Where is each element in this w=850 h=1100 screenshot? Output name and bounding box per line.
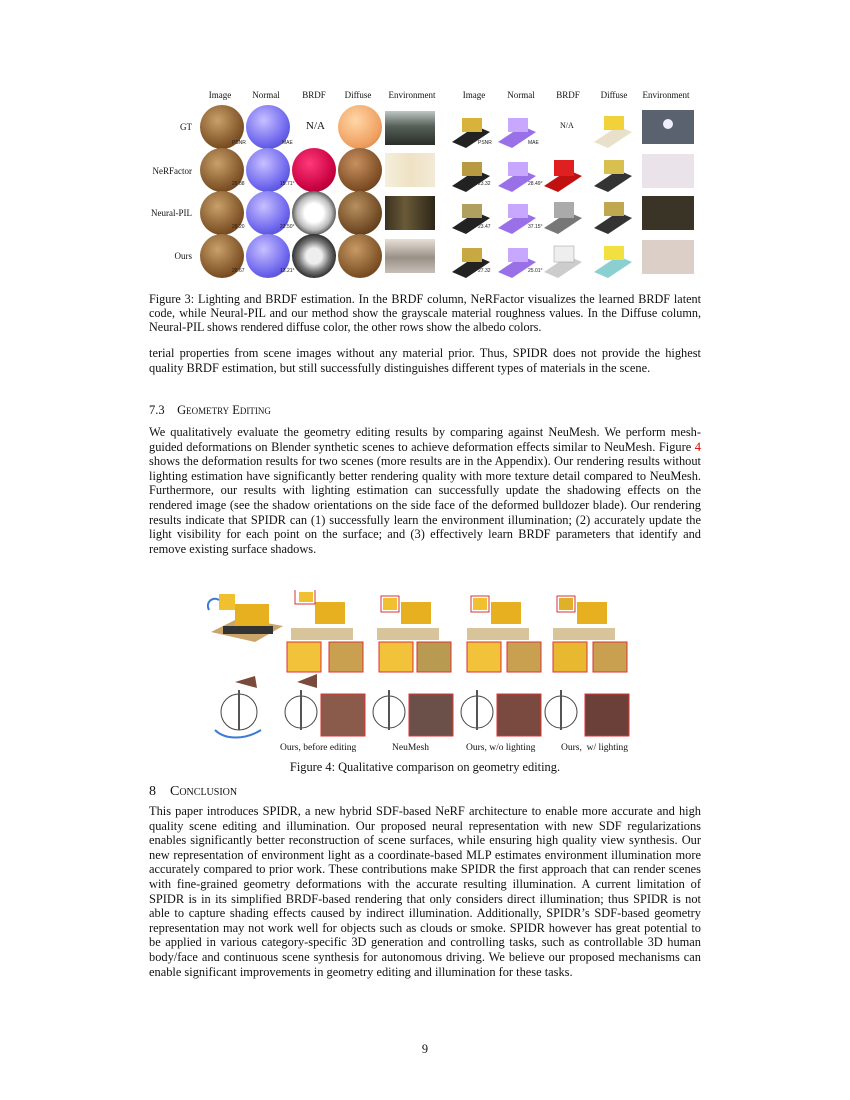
ours-psnr-left: 28.67	[232, 268, 245, 274]
gt-mae-label-2: MAE	[528, 140, 539, 146]
zoom-blade-3	[467, 642, 501, 672]
ours-environment-map-2	[642, 240, 694, 274]
ours-environment-map	[385, 239, 435, 273]
section-8-heading	[149, 784, 237, 800]
nerfactor-mae-right: 28.49°	[528, 181, 543, 187]
bulldozer-before-editing	[208, 594, 283, 642]
ours-diffuse-ball	[338, 234, 382, 278]
ours-mae-right: 25.01°	[528, 268, 543, 274]
section-7-3-title: Geometry Editing	[177, 403, 271, 417]
nerfactor-environment-map-2	[642, 154, 694, 188]
col-header-diffuse: Diffuse	[344, 90, 372, 100]
zoom-cab-1	[329, 642, 363, 672]
nerfactor-normal-bulldozer	[498, 162, 536, 192]
lamp-ours-before	[285, 674, 365, 736]
nerfactor-psnr-right: 23.32	[478, 181, 491, 187]
zoom-blade-2	[379, 642, 413, 672]
row-label-gt: GT	[180, 122, 192, 132]
gt-diffuse-ball	[338, 105, 382, 149]
ours-psnr-right: 27.32	[478, 268, 491, 274]
neural-pil-psnr-right: 23.47	[478, 224, 491, 230]
col-header-brdf: BRDF	[302, 90, 326, 100]
nerfactor-psnr-left: 26.88	[232, 181, 245, 187]
geometry-editing-text-2: shows the deformation results for two scenes (more results are in the Appendix). Our rendering results without lighting estimation have significantly better rendering quality with more texture detail compared to NeuMesh. Furthermore, our results with lighting estimation can successfully update the shadowing effects on the rendered image (see the shadow orientations on the side face of the deformed bulldozer blade). Our rendering results indicate that SPIDR can (1) successfully learn the environment illumination; (2) accurately update the light visibility for each point on the surface; and (3) effectively learn BRDF parameters that identify and remove existing surface shadows.	[149, 454, 701, 556]
fig4-label-before-editing: Ours, before editing	[280, 743, 357, 753]
neural-pil-brdf-ball	[292, 191, 336, 235]
nerfactor-brdf-ball	[292, 148, 336, 192]
row-label-neural-pil: Neural-PIL	[151, 208, 192, 218]
zoom-cab-2	[417, 642, 451, 672]
fig4-label-wo-lighting: Ours, w/o lighting	[466, 743, 536, 753]
fig4-label-neumesh: NeuMesh	[392, 743, 429, 753]
neural-pil-mae-left: 22.50°	[280, 224, 295, 230]
figure4-renders	[205, 590, 637, 740]
col-header-normal: Normal	[252, 90, 280, 100]
section-7-3-heading	[149, 403, 271, 418]
fig4-label-w-lighting: Ours, w/ lighting	[561, 743, 629, 753]
lamp-before-editing	[215, 676, 261, 738]
zoom-cab-4	[593, 642, 627, 672]
lamp-neumesh	[373, 690, 453, 736]
nerfactor-image-bulldozer	[452, 162, 490, 192]
gt-psnr-label: PSNR	[232, 140, 246, 146]
col-header-environment-2: Environment	[642, 90, 690, 100]
zoom-cab-3	[507, 642, 541, 672]
nerfactor-brdf-bulldozer	[544, 160, 582, 192]
neural-pil-environment-map	[385, 196, 435, 230]
ours-brdf-bulldozer	[544, 246, 582, 278]
col-header-brdf-2: BRDF	[556, 90, 580, 100]
col-header-normal-2: Normal	[507, 90, 535, 100]
gt-psnr-label-2: PSNR	[478, 140, 492, 146]
gt-environment-map	[385, 111, 435, 145]
col-header-environment: Environment	[388, 90, 436, 100]
page-number: 9	[421, 1042, 429, 1056]
bulldozer-ours-w-lighting	[553, 596, 615, 640]
nerfactor-diffuse-bulldozer	[594, 160, 632, 192]
nerfactor-environment-map	[385, 153, 435, 187]
ours-mae-left: 13.21°	[280, 268, 295, 274]
row-label-ours: Ours	[174, 251, 192, 261]
neural-pil-mae-right: 37.15°	[528, 224, 543, 230]
bulldozer-ours-before	[291, 590, 353, 640]
section-7-3-number: 7.3	[149, 403, 165, 417]
gt-mae-label: MAE	[282, 140, 293, 146]
figure-4-caption: Figure 4: Qualitative comparison on geometry editing.	[289, 760, 561, 774]
gt-brdf-na-2: N/A	[560, 121, 574, 130]
bulldozer-ours-wo-lighting	[467, 596, 529, 640]
bulldozer-neumesh	[377, 596, 439, 640]
paragraph-conclusion: This paper introduces SPIDR, a new hybrid SDF-based NeRF architecture to enable more accurate and high quality scene editing and illumination. Our proposed neural representation with new SDF regularizations enables significantly better reconstruction of scene surfaces, while ensuring high quality view synthesis. Our new representation of environment light as a coordinate-based MLP estimates environment illumination more accurately compared to prior work. These contributions make SPIDR the first approach that can render scenes with fine-grained geometry deformations with the accurate resulting illumination. A current limitation of SPIDR is in its simplified BRDF-based rendering that only considers direct illumination; thus SPIDR is not able to capture shading effects caused by indirect illumination. Additionally, SPIDR’s SDF-based geometry representation may not work well for objects such as clouds or smoke. SPIDR however has great potential to be applied in various category-specific 3D generation and controlling tasks, such as controllable 3D human body/face and continuous scene synthesis for autonomous driving. We believe our proposed mechanisms can enable significant improvements in geometry editing and illumination for these tasks.	[149, 804, 701, 979]
nerfactor-diffuse-ball	[338, 148, 382, 192]
paragraph-material-properties: terial properties from scene images without any material prior. Thus, SPIDR does not provide the highest quality BRDF estimation, but still successfully distinguishes different types of materials in the scene.	[149, 346, 701, 375]
figure-4-reference-link[interactable]: 4	[694, 439, 701, 454]
neural-pil-diffuse-bulldozer	[594, 202, 632, 234]
nerfactor-mae-left: 15.71°	[280, 181, 295, 187]
figure-3-caption: Figure 3: Lighting and BRDF estimation. In the BRDF column, NeRFactor visualizes the learned BRDF latent code, while Neural-PIL and our method show the grayscale material roughness values. In the Diffuse column, Neural-PIL shows rendered diffuse color, the other rows show the albedo colors.	[149, 292, 701, 334]
section-8-title: Conclusion	[170, 784, 238, 799]
col-header-diffuse-2: Diffuse	[600, 90, 628, 100]
section-8-number: 8	[149, 784, 156, 799]
geometry-editing-text-1: We qualitatively evaluate the geometry editing results by comparing against NeuMesh. We perform mesh-guided deformations on Blender synthetic scenes to achieve deformation effects similar to NeuMesh. Figure	[149, 425, 701, 454]
ours-brdf-ball	[292, 234, 336, 278]
ours-diffuse-bulldozer	[594, 246, 632, 278]
figure3-right-renders	[446, 104, 706, 280]
lamp-ours-wo-lighting	[461, 690, 541, 736]
zoom-blade-1	[287, 642, 321, 672]
col-header-image-2: Image	[462, 90, 486, 100]
paragraph-geometry-editing	[149, 425, 701, 556]
gt-diffuse-bulldozer	[594, 116, 632, 148]
zoom-blade-4	[553, 642, 587, 672]
gt-brdf-na: N/A	[306, 120, 325, 132]
neural-pil-brdf-bulldozer	[544, 202, 582, 234]
lamp-ours-w-lighting	[545, 690, 629, 736]
neural-pil-diffuse-ball	[338, 191, 382, 235]
neural-pil-environment-map-2	[642, 196, 694, 230]
row-label-nerfactor: NeRFactor	[152, 166, 192, 176]
col-header-image: Image	[208, 90, 232, 100]
neural-pil-psnr-left: 28.20	[232, 224, 245, 230]
